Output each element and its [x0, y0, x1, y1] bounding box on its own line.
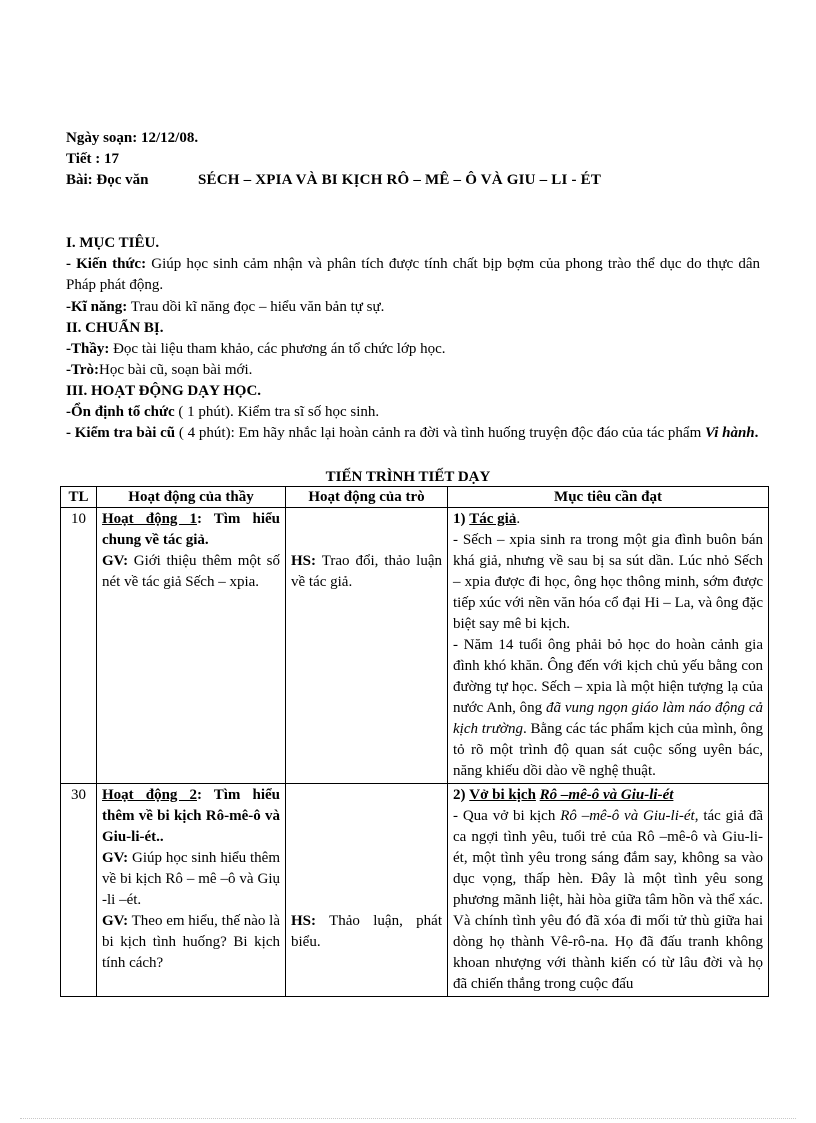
hs-text: Thảo luận, phát biểu. [291, 913, 442, 950]
student-text: Học bài cũ, soạn bài mới. [99, 362, 253, 378]
goal-heading-num: 1) [453, 511, 466, 527]
hs-label: HS: [291, 553, 317, 569]
section1-heading: I. MỤC TIÊU. [66, 235, 160, 251]
header-student-activity: Hoạt động của trò [286, 487, 448, 508]
gv-text: Giới thiệu thêm một số nét về tác giả Sếch – xpia. [102, 553, 280, 590]
check-end: . [754, 425, 759, 441]
table-header-row [61, 487, 769, 508]
table-title: TIẾN TRÌNH TIẾT DẠY [325, 469, 491, 485]
teacher-activity-cell [97, 508, 286, 784]
lesson-title-row [66, 170, 602, 190]
stabilize-line [66, 402, 379, 422]
teacher-text: Đọc tài liệu tham khảo, các phương án tổ chức lớp học. [113, 341, 446, 357]
activity-title-rest: : Tìm hiểu thêm về bi kịch Rô-mê-ô và Giu-li-ét.. [102, 787, 280, 845]
knowledge-text: Giúp học sinh cảm nhận và phân tích được tính chất bịp bợm của phong trào thể dục do thực dân Pháp phát động. [66, 256, 761, 293]
row-time: 10 [61, 508, 97, 784]
period-line: Tiết : 17 [66, 151, 120, 167]
knowledge-label: - Kiến thức: [66, 256, 147, 272]
activity-title: Hoạt động 2 [102, 787, 197, 803]
goals-cell: 1) Tác giả. - Sếch – xpia sinh ra trong một gia đình buôn bán khá giả, nhưng về sau bị sa sút dần. Lúc nhỏ Sếch – xpia được đi học, ông học thông minh, sớm được tiếp xúc với nền văn hóa cổ đại Hi – La, và ông đặc biệt say mê bi kịch. - Năm 14 tuổi ông phải bỏ học do hoàn cảnh gia đình khó khăn. Ông đến với kịch chủ yếu bằng con đường tự học. Sếch – xpia là một hiện tượng lạ của nước Anh, ông đã vung ngọn giáo làm náo động cả kịch trường. Bằng các tác phẩm kịch của mình, ông tỏ rõ một trình độ quan sát cuộc sống uyên bác, năng khiếu dồi dào về nghệ thuật. [448, 508, 769, 784]
activity-title-rest: : Tìm hiểu chung về tác giả. [102, 511, 280, 548]
goal-paragraph-1b: , tác giả đã ca ngợi tình yêu, tuổi trẻ của Rô –mê-ô và Giu-li-ét, một tình yêu trong sáng đắm say, không sa vào dục vọng, thấp hèn. Đây là một tình yêu song phương mãnh liệt, hài hòa giữa tâm hồn và thể xác. Và chính tình yêu đó đã xóa đi mối tử thù giữa hai dòng họ thành Vê-rô-na. Họ đã đấu tranh không khoan nhượng với thành kiến có từ lâu đời và họ đã chiến thắng trong cuộc đấu [453, 808, 763, 992]
student-line [66, 360, 252, 380]
lesson-title: SÉCH – XPIA VÀ BI KỊCH RÔ – MÊ – Ô VÀ GIU – LI - ÉT [198, 172, 602, 188]
gv-text: Giúp học sinh hiểu thêm về bi kịch Rô – mê –ô và Giụ -li –ét. [102, 850, 281, 908]
goal-paragraph-2a: - Năm 14 tuổi ông phải bỏ học do hoàn cảnh gia đình khó khăn. Ông đến với kịch chủ yếu bằng con đường tự học. Sếch – xpia là một hiện tượng lạ của nước Anh, ông [453, 637, 763, 716]
skill-line [66, 297, 384, 317]
row-time: 30 [61, 784, 97, 997]
teacher-label: -Thầy: [66, 341, 110, 357]
goal-paragraph-1: - Sếch – xpia sinh ra trong một gia đình buôn bán khá giả, nhưng về sau bị sa sút dần. Lúc nhỏ Sếch – xpia được đi học, ông học thông minh, sớm được tiếp xúc với nền văn hóa cổ đại Hi – La, và ông đặc biệt say mê bi kịch. [453, 532, 763, 632]
hs-label: HS: [291, 913, 317, 929]
student-activity-cell [286, 508, 448, 784]
date-line: Ngày soạn: 12/12/08. [66, 130, 199, 146]
activity-block [102, 787, 280, 845]
stabilize-text: ( 1 phút). Kiểm tra sĩ số học sinh. [178, 404, 380, 420]
goal-paragraph-1a: - Qua vở bi kịch [453, 808, 556, 824]
goal-heading-num: 2) [453, 787, 466, 803]
check-text: ( 4 phút): Em hãy nhắc lại hoàn cảnh ra đời và tình huống truyện độc đáo của tác phẩm [178, 425, 702, 441]
goal-heading-italic: Rô –mê-ô và Giu-li-ét [539, 787, 674, 803]
check-work-title: Vi hành [705, 425, 755, 441]
skill-label: -Kĩ năng: [66, 299, 128, 315]
goals-cell [448, 784, 769, 997]
hs-text: Trao đổi, thảo luận về tác giả. [291, 553, 442, 590]
teacher-line [66, 339, 446, 359]
goal-paragraph-2-italic: đã vung ngọn giáo làm náo động cả kịch trường [453, 700, 764, 737]
goal-heading: Tác giả [469, 511, 517, 527]
lesson-plan-table [60, 486, 769, 997]
teacher-activity-cell [97, 784, 286, 997]
check-label: - Kiểm tra bài cũ [66, 425, 176, 441]
lesson-label: Bài: Đọc văn [66, 172, 149, 188]
student-label: -Trò: [66, 362, 100, 378]
student-activity-cell [286, 784, 448, 997]
header-goals: Mục tiêu cần đạt [448, 487, 769, 508]
gv-label: GV: [102, 913, 129, 929]
goal-heading: Vở bi kịch [469, 787, 536, 803]
activity-block [102, 511, 280, 548]
table-row [61, 784, 769, 997]
gv-text: Theo em hiểu, thế nào là bi kịch tình huống? Bi kịch tính cách? [102, 913, 280, 971]
activity-title: Hoạt động 1 [102, 511, 197, 527]
stabilize-label: -Ổn định tổ chức [66, 404, 175, 420]
goal-paragraph-1-italic: Rô –mê-ô và Giu-li-ét [560, 808, 695, 824]
goal-paragraph-2b: . Bằng các tác phẩm kịch của mình, ông tỏ rõ một trình độ quan sát cuộc sống uyên bác, năng khiếu dồi dào về nghệ thuật. [453, 721, 763, 779]
header-teacher-activity: Hoạt động của thầy [97, 487, 286, 508]
check-paragraph [66, 423, 760, 444]
gv-label: GV: [102, 850, 129, 866]
knowledge-paragraph [66, 254, 760, 296]
skill-text: Trau dồi kĩ năng đọc – hiểu văn bản tự sự. [130, 299, 385, 315]
section3-heading: III. HOẠT ĐỘNG DẠY HỌC. [66, 383, 262, 399]
page-bottom-divider [20, 1118, 796, 1119]
table-row [61, 508, 769, 784]
gv-label: GV: [102, 553, 129, 569]
section2-heading: II. CHUẨN BỊ. [66, 320, 164, 336]
header-time: TL [61, 487, 97, 508]
